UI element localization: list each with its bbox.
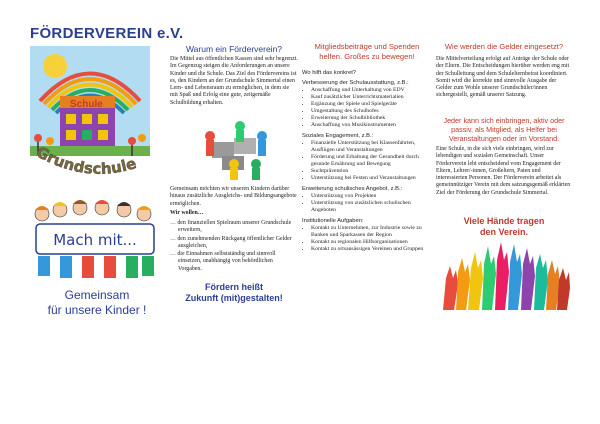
contrib-body: [302, 70, 432, 253]
list-item: • Kauf zusätzlicher Unterrichtsmaterialien: [311, 94, 432, 101]
brochure-title: FÖRDERVEREIN e.V.: [30, 25, 184, 42]
list-item: • Finanzielle Unterstützung bei Klassenfahrten, Ausflügen und Veranstaltungen: [311, 140, 432, 154]
section-list: [302, 225, 432, 253]
contrib-heading-line-2: helfen. Großes zu bewegen!: [319, 51, 415, 61]
we-want-item: … den finanziellen Spielraum unserer Grundschule erweitern,: [170, 220, 292, 234]
funds-footer: [436, 216, 572, 238]
why-intro: Die Mittel aus öffentlichen Kassen sind sehr begrenzt. Im Gegenzug steigen die Anforderungen an unsere Kinder und die Schule. Das Ziel des Fördervereins ist es, den Kindern an der Grundschule Simmertal einen Lern- und Lebensraum zu ermöglichen, in dem sie mit Spaß und Erfolg eine gute, zeitgemäße Schulbildung erhalten.: [170, 56, 298, 106]
list-item: • Kontakt zu Unternehmen, zur Industrie sowie zu Banken und Sparkassen der Region: [311, 225, 432, 239]
we-want-item: … den zunehmenden Rückgang öffentlicher Gelder ausgleichen,: [170, 235, 292, 249]
why-together: Gemeinsam möchten wir unseren Kindern darüber hinaus zusätzliche Ausgleichs- und Bildungsangebote ermöglichen.: [170, 186, 297, 207]
why-footer: [170, 282, 298, 304]
contrib-heading-line-1: Mitgliedsbeiträge und Spenden: [314, 42, 420, 51]
funds-heading: Wie werden die Gelder eingesetzt?: [444, 42, 564, 51]
contrib-subtitle: Wo hilft das konkret?: [302, 70, 357, 76]
list-item: • Kontakt zu regionalen Hilfsorganisationen: [311, 239, 432, 246]
list-item: • Unterstützung von zusätzlichen schulischen Angeboten: [311, 200, 432, 214]
list-item: • Umgestaltung des Schulhofes: [311, 108, 432, 115]
panel-why: [170, 20, 298, 320]
funds-callout: Jeder kann sich einbringen, aktiv oder passiv, als Mitglied, als Helfer bei Veranstaltungen oder im Vorstand.: [443, 116, 565, 143]
section-title: Soziales Engagement, z.B.:: [302, 133, 374, 139]
funds-footer-line-1: Viele Hände tragen: [463, 216, 545, 226]
why-footer-line-2: Zukunft (mit)gestalten!: [185, 293, 283, 303]
grundschule-lettering: [30, 140, 160, 190]
list-item: • Unterstützung bei Festen und Veranstaltungen: [311, 175, 432, 182]
contrib-heading: [302, 42, 432, 61]
funds-para-2: Eine Schule, in die sich viele einbringen, wird zur lebendigen und sozialen Gemeinschaft. Unser Förderverein lebt entscheidend vom Engagement der Eltern, Lehrer/-innen, Großeltern, Paten und interessierten Personen. Der Förderverein arbeitet als gemeinnütziger Verein mit dem satzungsgemäß erklärten Ziel der Förderung der Grundschule Simmertal.: [436, 146, 571, 196]
school-word: Schule: [70, 99, 103, 110]
funds-para-1: Die Mittelverteilung erfolgt auf Anträge der Schule oder der Eltern. Die Entscheidungen hierüber werden eng mit der Schulleitung und dem Schulelternbeirat koordiniert. Somit wird die korrekte und sinnvolle Ausgabe der Gelder zum Wohle unserer Grundschüler/innen sichergestellt, gemäß unserer Satzung.: [436, 56, 570, 99]
why-heading: Warum ein Förderverein?: [185, 44, 283, 54]
kids-banner-illustration: [30, 200, 160, 285]
list-item: • Kontakt zu ortsansässigen Vereinen und Gruppen: [311, 246, 432, 253]
slogan-line-2: für unsere Kinder !: [47, 303, 147, 317]
why-footer-line-1: Fördern heißt: [205, 282, 263, 292]
list-item: • Anschaffung und Unterhaltung von EDV: [311, 87, 432, 94]
puzzle-people-illustration: [200, 118, 275, 180]
we-want-label: Wir wollen…: [170, 210, 204, 216]
slogan: [32, 288, 162, 318]
list-item: • Ergänzung der Spiele und Spielgeräte: [311, 101, 432, 108]
svg-text:Grundschule: Grundschule: [33, 142, 139, 178]
list-item: • Erweiterung der Schulbibliothek: [311, 115, 432, 122]
panel-contributions: [302, 20, 432, 320]
funds-footer-line-2: den Verein.: [479, 227, 529, 237]
section-list: [302, 87, 432, 129]
section-title: Verbesserung der Schulausstattung, z.B.:: [302, 80, 409, 86]
section-list: [302, 193, 432, 214]
section-list: [302, 140, 432, 182]
colorful-hands-illustration: [438, 240, 572, 312]
list-item: • Anschaffung von Musikinstrumenten: [311, 122, 432, 129]
list-item: • Suchtprävention: [311, 168, 432, 175]
slogan-line-1: Gemeinsam: [64, 288, 130, 302]
banner-text: Mach mit...: [53, 231, 137, 249]
we-want-list: [170, 220, 298, 273]
list-item: • Förderung und Erhaltung der Gesundheit durch gesunde Ernährung und Bewegung: [311, 154, 432, 168]
we-want-item: … die Einnahmen selbstständig und sinnvoll einsetzen, unabhängig von behördlichen Vorgaben.: [170, 251, 276, 272]
list-item: • Unterstützung von Projekten: [311, 193, 432, 200]
section-title: Erweiterung schulisches Angebot, z.B.:: [302, 186, 403, 192]
section-title: Institutionelle Aufgaben:: [302, 218, 364, 224]
